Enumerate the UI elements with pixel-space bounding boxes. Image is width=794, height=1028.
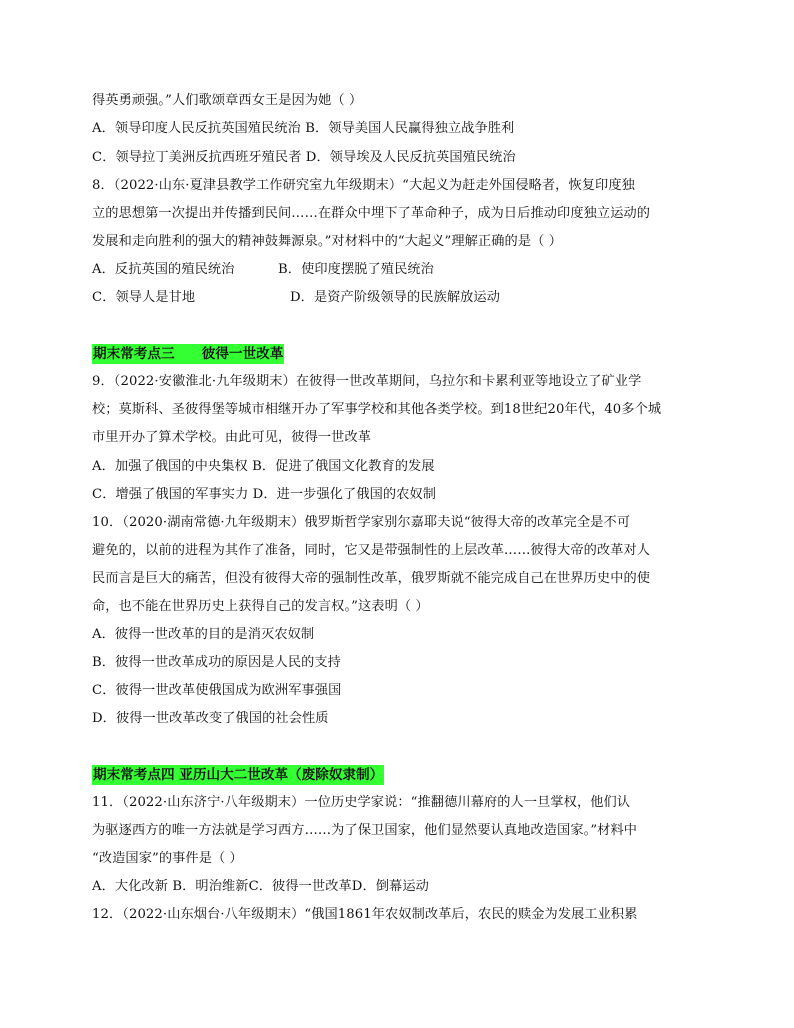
q10-stem-line-3: 民而言是巨大的痛苦，但没有彼得大帝的强制性改革，俄罗斯就不能完成自己在世界历史中的使 (92, 571, 651, 586)
q12-stem-line-1: 12．（2022·山东烟台·八年级期末）“俄国1861年农奴制改革后，农民的赎金为发展工业积累 (92, 907, 638, 922)
q8-stem-line-1: 8．（2022·山东·夏津县教学工作研究室九年级期末）“大起义为赶走外国侵略者，恢复印度独 (92, 178, 635, 193)
q9-stem-line-1: 9．（2022·安徽淮北·九年级期末）在彼得一世改革期间，乌拉尔和卡累利亚等地设立了矿业学 (92, 374, 642, 389)
q11-stem-line-2: 为驱逐西方的唯一方法就是学习西方……为了保卫国家，他们显然要认真地改造国家。”材料中 (92, 823, 638, 838)
q10-option-b: B．彼得一世改革成功的原因是人民的支持 (92, 655, 341, 670)
q10-option-a: A．彼得一世改革的目的是消灭农奴制 (92, 627, 315, 642)
q7-stem-end: 得英勇顽强。”人们歌颂章西女王是因为她（ ） (92, 93, 363, 108)
q10-stem-line-4: 命，也不能在世界历史上获得自己的发言权。”这表明（ ） (92, 599, 429, 614)
q9-options-ab: A．加强了俄国的中央集权 B．促进了俄国文化教育的发展 (92, 459, 435, 474)
q9-options-cd: C．增强了俄国的军事实力 D．进一步强化了俄国的农奴制 (92, 487, 437, 502)
q8-option-b: B．使印度摆脱了殖民统治 (278, 262, 434, 277)
q10-stem-line-2: 避免的，以前的进程为其作了准备，同时，它又是带强制性的上层改革……彼得大帝的改革对人 (92, 543, 651, 558)
q11-stem-line-3: “改造国家”的事件是（ ） (92, 851, 243, 866)
q10-stem-line-1: 10．（2020·湖南常德·九年级期末）俄罗斯哲学家别尔嘉耶夫说“彼得大帝的改革完全是不可 (92, 515, 631, 530)
q8-option-d: D．是资产阶级领导的民族解放运动 (290, 290, 500, 305)
q8-option-c: C．领导人是甘地 (92, 290, 196, 305)
q11-options: A．大化改新 B．明治维新C．彼得一世改革D．倒幕运动 (92, 879, 429, 894)
q9-stem-line-2: 校；莫斯科、圣彼得堡等城市相继开办了军事学校和其他各类学校。到18世纪20年代，40多个城 (92, 402, 662, 417)
q8-stem-line-2: 立的思想第一次提出并传播到民间……在群众中埋下了革命种子，成为日后推动印度独立运动的 (92, 206, 651, 221)
q10-option-c: C．彼得一世改革使俄国成为欧洲军事强国 (92, 683, 342, 698)
q11-stem-line-1: 11．（2022·山东济宁·八年级期末）一位历史学家说：“推翻德川幕府的人一旦掌权，他们认 (92, 795, 631, 810)
q8-stem-line-3: 发展和走向胜利的强大的精神鼓舞源泉。”对材料中的“大起义”理解正确的是（ ） (92, 234, 562, 249)
section-heading-3: 期末常考点三 彼得一世改革 (93, 346, 284, 362)
q7-options-ab: A．领导印度人民反抗英国殖民统治 B．领导美国人民赢得独立战争胜利 (92, 121, 515, 136)
q9-stem-line-3: 市里开办了算术学校。由此可见，彼得一世改革 (92, 430, 372, 445)
q7-options-cd: C．领导拉丁美洲反抗西班牙殖民者 D．领导埃及人民反抗英国殖民统治 (92, 150, 516, 165)
q8-option-a: A．反抗英国的殖民统治 (92, 262, 235, 277)
section-heading-4: 期末常考点四 亚历山大二世改革（废除奴隶制） (93, 767, 384, 783)
q10-option-d: D．彼得一世改革改变了俄国的社会性质 (92, 711, 329, 726)
